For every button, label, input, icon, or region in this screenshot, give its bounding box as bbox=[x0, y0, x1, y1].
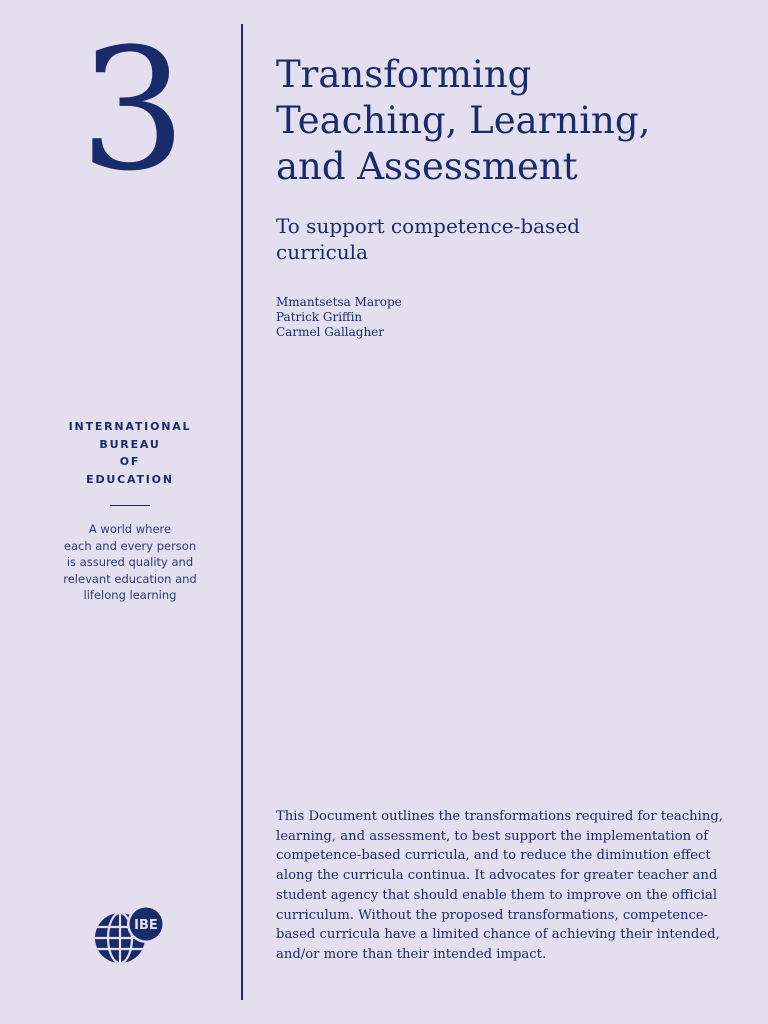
abstract-line: This Document outlines the transformations required for teaching, bbox=[276, 809, 724, 824]
abstract-text bbox=[276, 807, 726, 965]
author-name: Mmantsetsa Marope bbox=[276, 295, 402, 309]
mission-line: each and every person bbox=[63, 538, 197, 553]
abstract-line: based curricula have a limited chance of achieving their intended, bbox=[276, 927, 720, 943]
organization-line: INTERNATIONAL bbox=[68, 420, 192, 433]
organization-line: BUREAU bbox=[99, 437, 161, 451]
organization-line: EDUCATION bbox=[86, 472, 174, 486]
subtitle-line: To support competence-based bbox=[276, 214, 580, 238]
mission-statement bbox=[40, 521, 220, 604]
title-line: and Assessment bbox=[276, 145, 578, 188]
author-name: Patrick Griffin bbox=[276, 310, 363, 324]
mission-line: A world where bbox=[88, 522, 172, 536]
abstract-line: learning, and assessment, to best support the implementation of bbox=[276, 828, 709, 844]
mission-line: lifelong learning bbox=[83, 588, 177, 602]
subtitle-line: curricula bbox=[276, 240, 369, 264]
organization-line: OF bbox=[119, 455, 141, 468]
title-line: Transforming bbox=[276, 53, 532, 96]
logo-text: IBE bbox=[134, 918, 158, 933]
abstract-line: curriculum. Without the proposed transformations, competence- bbox=[276, 907, 709, 923]
mission-line: is assured quality and bbox=[66, 555, 194, 569]
organization-rule bbox=[110, 505, 150, 506]
mission-line: relevant education and bbox=[63, 571, 197, 586]
abstract-line: student agency that should enable them to improve on the official bbox=[276, 887, 718, 903]
author-name: Carmel Gallagher bbox=[276, 325, 385, 339]
abstract-line: and/or more than their intended impact. bbox=[276, 946, 547, 962]
chapter-number: 3 bbox=[79, 12, 187, 208]
document-title bbox=[276, 52, 746, 190]
abstract-line: along the curricula continua. It advocates for greater teacher and bbox=[276, 868, 718, 884]
organization-name bbox=[40, 418, 220, 488]
title-line: Teaching, Learning, bbox=[276, 99, 651, 142]
document-subtitle bbox=[276, 213, 636, 265]
ibe-globe-logo-icon bbox=[94, 904, 166, 966]
vertical-divider bbox=[241, 24, 243, 1000]
author-list bbox=[276, 295, 402, 340]
abstract-line: competence-based curricula, and to reduce the diminution effect bbox=[276, 848, 711, 864]
